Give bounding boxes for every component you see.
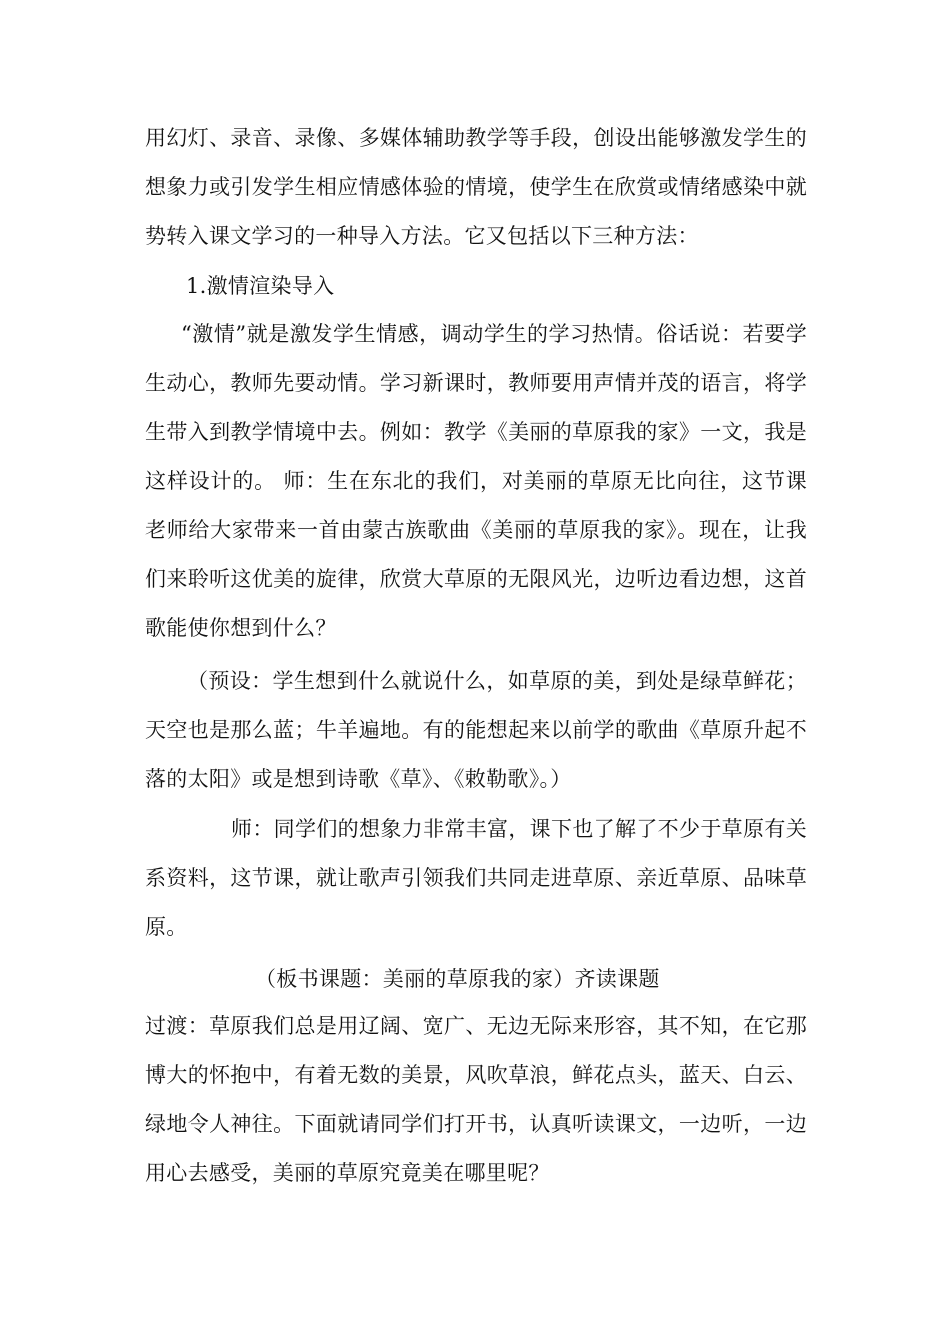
paragraph-transition bbox=[145, 1002, 807, 1198]
paragraph-text: 师：同学们的想象力非常丰富，课下也了解了不少于草原有关系资料，这节课，就让歌声引领我们共同走进草原、亲近草原、品味草原。 bbox=[145, 817, 807, 939]
paragraph-text: 过渡：草原我们总是用辽阔、宽广、无边无际来形容，其不知，在它那博大的怀抱中，有着无数的美景，风吹草浪，鲜花点头，蓝天、白云、绿地令人神往。下面就请同学们打开书，认真听读课文，一边听，一边用心去感受，美丽的草原究竟美在哪里呢？ bbox=[145, 1014, 807, 1185]
paragraph-text: 用幻灯、录音、录像、多媒体辅助教学等手段，创设出能够激发学生的想象力或引发学生相应情感体验的情境，使学生在欣赏或情绪感染中就势转入课文学习的一种导入方法。它又包括以下三种方法： bbox=[145, 126, 807, 248]
paragraph-preset bbox=[145, 657, 807, 804]
section-heading bbox=[186, 262, 848, 311]
paragraph-intro bbox=[145, 114, 807, 261]
board-note bbox=[255, 955, 917, 1004]
heading-text: 1.激情渲染导入 bbox=[186, 274, 335, 298]
paragraph-teacher bbox=[145, 805, 807, 952]
paragraph-passion bbox=[145, 310, 807, 653]
paragraph-text: “激情”就是激发学生情感，调动学生的学习热情。俗话说：若要学生动心，教师先要动情。学习新课时，教师要用声情并茂的语言，将学生带入到教学情境中去。例如：教学《美丽的草原我的家》一文，我是这样设计的。 师：生在东北的我们，对美丽的草原无比向往，这节课老师给大家带来一首由蒙古族歌曲《美丽的草原我的家》。现在，让我们来聆听这优美的旋律，欣赏大草原的无限风光，边听边看边想，这首歌能使你想到什么？ bbox=[145, 322, 807, 640]
board-note-text: （板书课题：美丽的草原我的家）齐读课题 bbox=[255, 967, 660, 991]
paragraph-text: （预设：学生想到什么就说什么，如草原的美，到处是绿草鲜花；天空也是那么蓝；牛羊遍地。有的能想起来以前学的歌曲《草原升起不落的太阳》或是想到诗歌《草》、《敕勒歌》。） bbox=[145, 669, 807, 791]
